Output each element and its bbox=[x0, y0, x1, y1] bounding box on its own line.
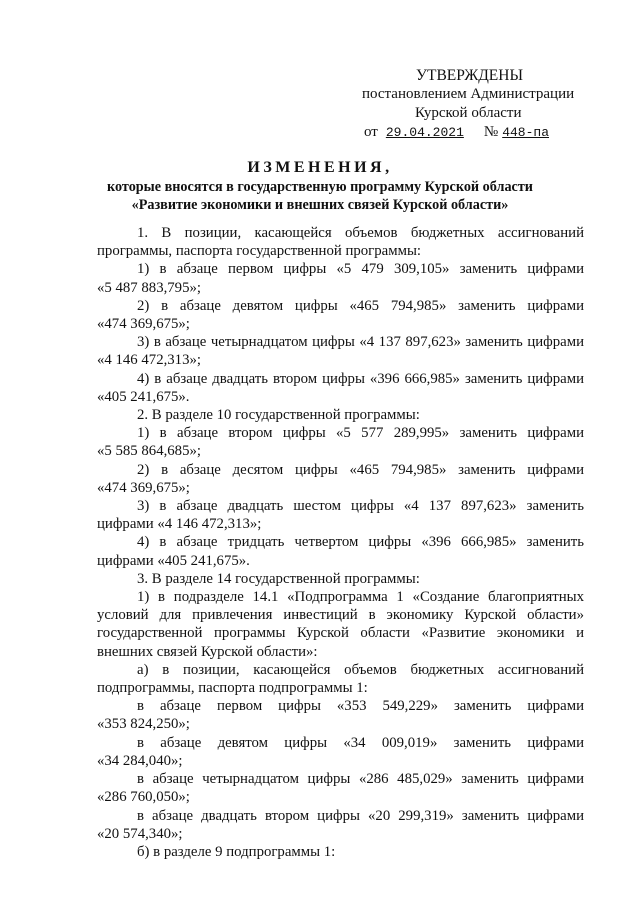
document-subtitle-line-2: «Развитие экономики и внешних связей Курской области» bbox=[131, 197, 509, 213]
paragraph-line: в абзаце четырнадцатом цифры «286 485,029» заменить цифрами bbox=[137, 771, 584, 788]
paragraph-line: «474 369,675»; bbox=[97, 316, 190, 333]
paragraph-line: в абзаце девятом цифры «34 009,019» заменить цифрами bbox=[137, 734, 584, 751]
paragraph-line: «5 585 864,685»; bbox=[97, 443, 201, 460]
paragraph-line: 1) в подразделе 14.1 «Подпрограмма 1 «Создание благоприятных bbox=[137, 589, 584, 606]
paragraph-line: 3) в абзаце четырнадцатом цифры «4 137 897,623» заменить цифрами bbox=[137, 334, 584, 351]
paragraph-line: 1) в абзаце втором цифры «5 577 289,995» заменить цифрами bbox=[137, 425, 584, 442]
paragraph-line: «405 241,675». bbox=[97, 388, 190, 405]
approval-region: Курской области bbox=[415, 105, 522, 121]
paragraph-line: цифрами «4 146 472,313»; bbox=[97, 516, 262, 533]
paragraph-line: цифрами «405 241,675». bbox=[97, 552, 250, 569]
paragraph-line: 2) в абзаце девятом цифры «465 794,985» заменить цифрами bbox=[137, 297, 584, 314]
paragraph-line: «286 760,050»; bbox=[97, 789, 190, 806]
document-subtitle-line-1: которые вносятся в государственную программу Курской области bbox=[107, 179, 533, 195]
document-title: ИЗМЕНЕНИЯ, bbox=[247, 159, 393, 176]
paragraph-line: 1) в абзаце первом цифры «5 479 309,105» заменить цифрами bbox=[137, 261, 584, 278]
number-prefix: № bbox=[483, 124, 499, 140]
paragraph-line: «34 284,040»; bbox=[97, 752, 183, 769]
paragraph-line: в абзаце первом цифры «353 549,229» заменить цифрами bbox=[137, 698, 584, 715]
paragraph-line: 4) в абзаце двадцать втором цифры «396 666,985» заменить цифрами bbox=[137, 370, 584, 387]
date-prefix: от bbox=[364, 124, 378, 140]
paragraph-line: «4 146 472,313»; bbox=[97, 352, 201, 369]
paragraph-line: а) в позиции, касающейся объемов бюджетных ассигнований bbox=[137, 661, 584, 678]
approval-date-number bbox=[340, 123, 600, 142]
paragraph-line: 4) в абзаце тридцать четвертом цифры «396 666,985» заменить bbox=[137, 534, 584, 551]
decree-number: 448-па bbox=[502, 125, 549, 140]
document-heading bbox=[0, 158, 640, 214]
paragraph-line: в абзаце двадцать втором цифры «20 299,319» заменить цифрами bbox=[137, 807, 584, 824]
paragraph-line: подпрограммы, паспорта подпрограммы 1: bbox=[97, 680, 368, 697]
paragraph-line: 3. В разделе 14 государственной программы: bbox=[137, 570, 420, 587]
paragraph-line: «353 824,250»; bbox=[97, 716, 190, 733]
paragraph-line: 2. В разделе 10 государственной программы: bbox=[137, 407, 420, 424]
approval-title: УТВЕРЖДЕНЫ bbox=[416, 67, 523, 84]
paragraph-line: 3) в абзаце двадцать шестом цифры «4 137 897,623» заменить bbox=[137, 498, 584, 515]
paragraph-line: внешних связей Курской области»: bbox=[97, 643, 318, 660]
approval-authority: постановлением Администрации bbox=[362, 86, 575, 102]
paragraph-line: условий для привлечения инвестиций в экономику Курской области» bbox=[97, 607, 584, 624]
paragraph-line: государственной программы Курской области «Развитие экономики и bbox=[97, 625, 584, 642]
paragraph-line: «5 487 883,795»; bbox=[97, 279, 201, 296]
paragraph-line: «20 574,340»; bbox=[97, 825, 183, 842]
paragraph-line: б) в разделе 9 подпрограммы 1: bbox=[137, 843, 336, 860]
paragraph-line: «474 369,675»; bbox=[97, 479, 190, 496]
paragraph-line: 2) в абзаце десятом цифры «465 794,985» заменить цифрами bbox=[137, 461, 584, 478]
paragraph-line: 1. В позиции, касающейся объемов бюджетных ассигнований bbox=[137, 225, 584, 241]
document-body bbox=[97, 224, 584, 861]
decree-date: 29.04.2021 bbox=[385, 125, 464, 140]
approval-stamp bbox=[340, 66, 600, 142]
paragraph-line: программы, паспорта государственной программы: bbox=[97, 243, 421, 260]
